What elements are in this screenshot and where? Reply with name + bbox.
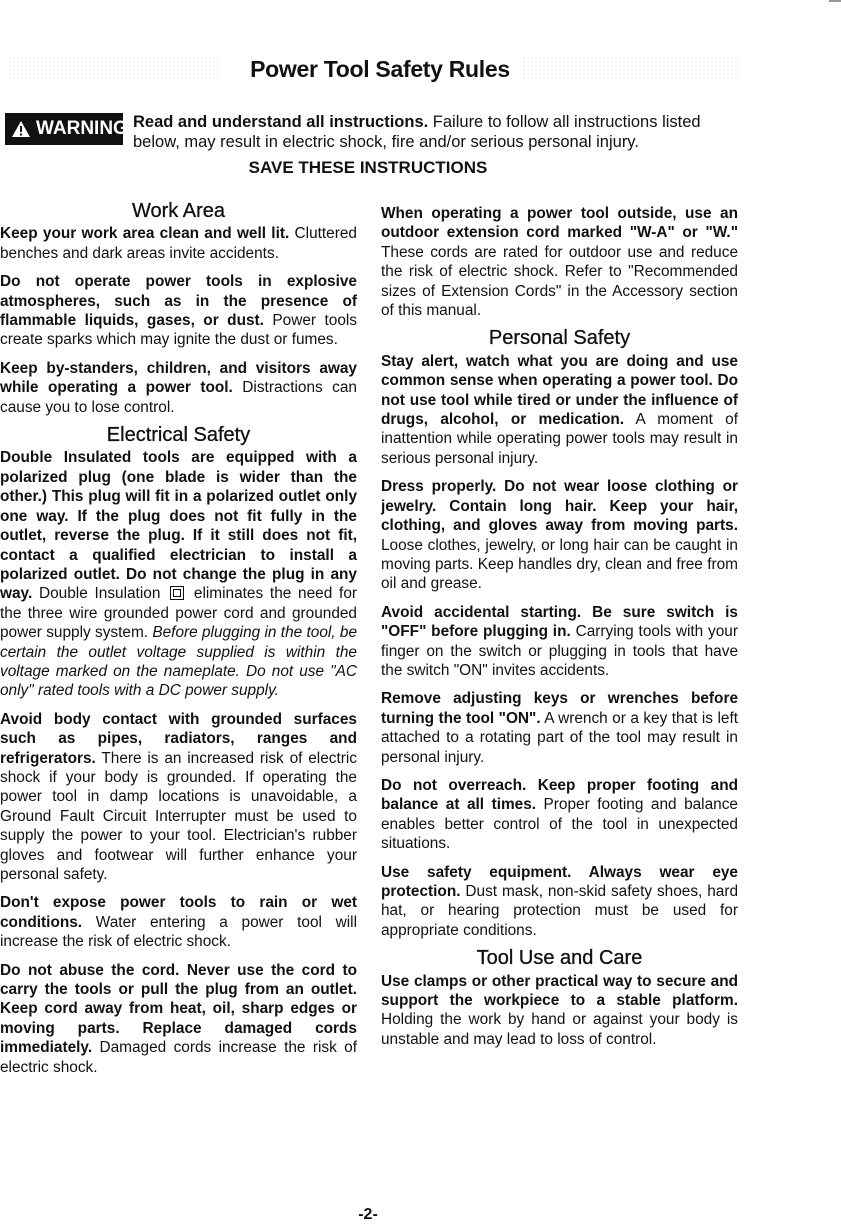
paragraph-body: A wrench or a key that is left attached to a rotating part of the tool may result in personal injury.	[381, 709, 738, 766]
paragraph-body: Water entering a power tool will increase the risk of electric shock.	[0, 913, 357, 951]
paragraph-lead: Use safety equipment. Always wear eye protection.	[381, 863, 738, 900]
paragraph-body: These cords are rated for outdoor use and reduce the risk of electric shock. Refer to "Recommended sizes of Extension Cords" in the Accessory section of this manual.	[381, 243, 738, 320]
paragraph-lead: Do not abuse the cord. Never use the cord to carry the tools or pull the plug from an outlet. Keep cord away from heat, oil, sharp edges or moving parts. Replace damaged cords immediately.	[0, 961, 357, 1057]
paragraph-lead: Keep by-standers, children, and visitors away while operating a power tool.	[0, 359, 357, 397]
right-column	[381, 198, 738, 1058]
paragraph	[0, 359, 357, 417]
paragraph	[381, 972, 738, 1050]
save-instructions: SAVE THESE INSTRUCTIONS	[248, 158, 488, 177]
paragraph	[381, 863, 738, 941]
heading-tool-use-and-care: Tool Use and Care	[476, 947, 643, 970]
paragraph-lead: Avoid body contact with grounded surfaces such as pipes, radiators, ranges and refrigerators.	[0, 710, 357, 767]
paragraph-body: A moment of inattention while operating power tools may result in serious personal injury.	[381, 411, 738, 467]
paragraph	[0, 448, 357, 700]
paragraph-lead: Don't expose power tools to rain or wet conditions.	[0, 894, 357, 931]
paragraph-lead: Dress properly. Do not wear loose clothing or jewelry. Contain long hair. Keep your hair, clothing, and gloves away from moving parts.	[381, 478, 738, 535]
paragraph	[381, 689, 738, 767]
paragraph-body: eliminates the need for the three wire grounded power cord and grounded power supply system.	[0, 585, 358, 642]
paragraph-lead: Do not overreach. Keep proper footing and balance at all times.	[381, 776, 738, 814]
paragraph-body: Cluttered benches and dark areas invite accidents.	[0, 225, 357, 262]
paragraph	[0, 272, 357, 350]
paragraph-body: Loose clothes, jewelry, or long hair can be caught in moving parts. Keep handles dry, clean and free from oil and grease.	[381, 536, 738, 593]
paragraph	[0, 710, 357, 885]
paragraph	[0, 893, 357, 951]
page-title: Power Tool Safety Rules	[250, 56, 510, 82]
paragraph-lead: Do not operate power tools in explosive atmospheres, such as in the presence of flammable liquids, gases, or dust.	[0, 273, 357, 330]
paragraph-lead: Keep your work area clean and well lit.	[0, 225, 290, 243]
heading-work-area: Work Area	[132, 200, 225, 222]
warning-badge-label: WARNING	[36, 118, 128, 139]
page-number: -2-	[358, 1206, 378, 1223]
paragraph-lead: Double Insulated tools are equipped with a polarized plug (one blade is wider than the other.) This plug will fit in a polarized outlet only one way. If the plug does not fit fully in the outlet, reverse the plug. If it still does not fit, contact a qualified electrician to install a polarized outlet. Do not change the plug in any way.	[0, 449, 357, 603]
paragraph	[381, 776, 738, 854]
paragraph-body: Distractions can cause you to lose control.	[0, 379, 357, 416]
paragraph-lead: Use clamps or other practical way to secure and support the workpiece to a stable platform.	[381, 972, 738, 1010]
paragraph-lead: Remove adjusting keys or wrenches before turning the tool "ON".	[381, 690, 738, 727]
paragraph-body: Double Insulation	[32, 585, 161, 603]
paragraph-lead: Avoid accidental starting. Be sure switch is "OFF" before plugging in.	[381, 603, 738, 641]
warning-badge	[5, 113, 128, 145]
paragraph	[381, 603, 738, 681]
paragraph-body: There is an increased risk of electric shock if your body is grounded. If operating the power tool in damp locations is unavoidable, a Ground Fault Circuit Interrupter must be used to supply the power to your tool. Electrician's rubber gloves and footwear will further enhance your personal safety.	[0, 749, 357, 883]
paragraph-body: Dust mask, non-skid safety shoes, hard hat, or hearing protection must be used for appropriate conditions.	[381, 883, 738, 939]
paragraph-body: Damaged cords increase the risk of electric shock.	[0, 1039, 357, 1076]
paragraph-italic: Before plugging in the tool, be certain the outlet voltage supplied is within the voltage marked on the nameplate. Do not use "AC only" rated tools with a DC power supply.	[0, 624, 358, 700]
paragraph	[0, 224, 357, 263]
warning-triangle-icon	[11, 120, 31, 138]
paragraph-body: Power tools create sparks which may ignite the dust or fumes.	[0, 312, 358, 349]
paragraph-body: Proper footing and balance enables better control of the tool in unexpected situations.	[381, 796, 738, 853]
paragraph	[0, 961, 357, 1077]
double-insulation-icon	[170, 586, 184, 600]
paragraph	[381, 204, 738, 320]
paragraph-lead: When operating a power tool outside, use an outdoor extension cord marked "W-A" or "W."	[381, 205, 738, 242]
paragraph	[381, 477, 738, 593]
paragraph	[381, 352, 738, 468]
heading-electrical-safety: Electrical Safety	[106, 424, 251, 447]
warning-body: Failure to follow all instructions listed below, may result in electric shock, fire and/or serious personal injury.	[133, 113, 701, 151]
warning-lead: Read and understand all instructions.	[133, 113, 429, 131]
left-column	[0, 198, 357, 1086]
heading-personal-safety: Personal Safety	[488, 327, 631, 350]
paragraph-lead: Stay alert, watch what you are doing and use common sense when operating a power tool. Do not use tool while tired or under the influence of drugs, alcohol, or medication.	[381, 352, 738, 429]
corner-mark	[829, 0, 841, 2]
paragraph-body: Holding the work by hand or against your body is unstable and may lead to loss of control.	[381, 1011, 738, 1048]
paragraph-body: Carrying tools with your finger on the switch or plugging in tools that have the switch "ON" invites accidents.	[381, 623, 738, 679]
warning-text	[133, 112, 739, 152]
